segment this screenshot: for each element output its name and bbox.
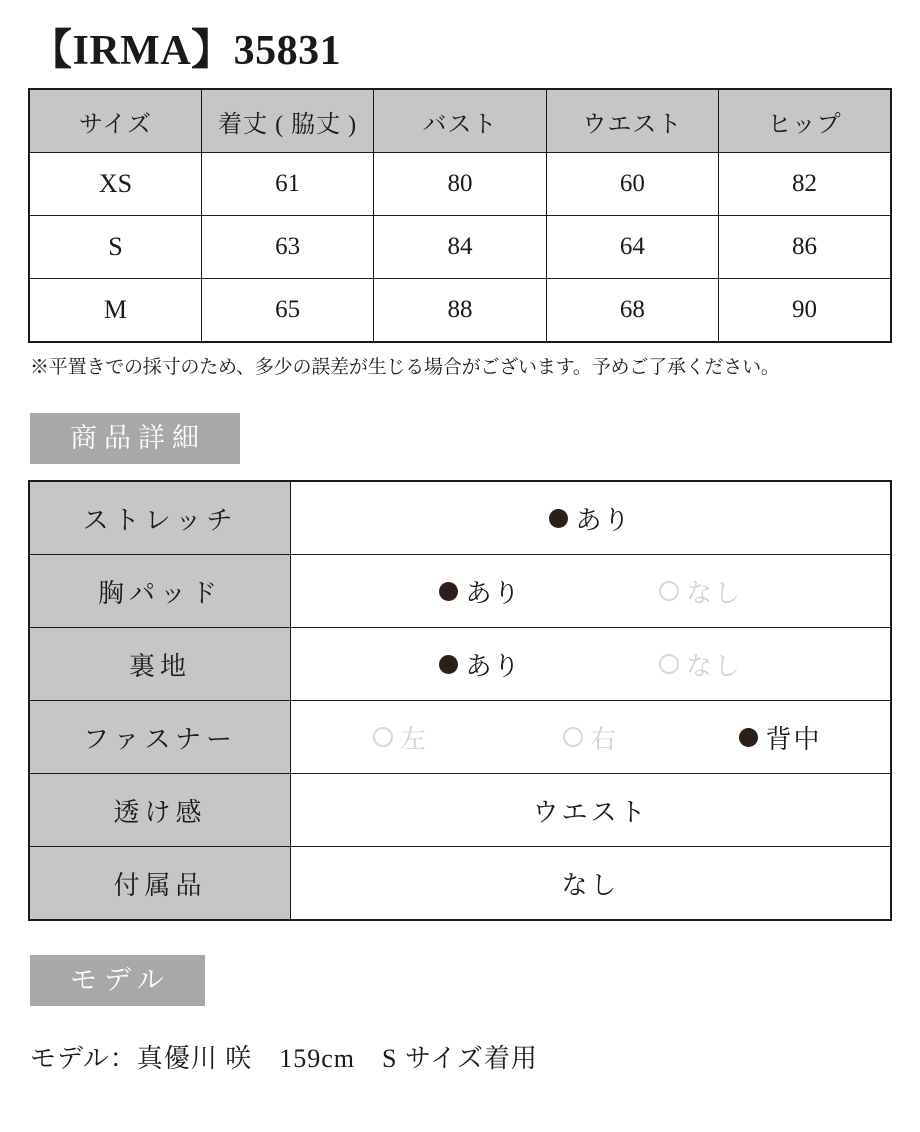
option-zipper-right	[496, 719, 686, 756]
detail-row-value	[291, 628, 892, 701]
option-lining-ari	[371, 646, 591, 683]
size-cell: 84	[374, 216, 546, 279]
option-label: あり	[465, 651, 522, 681]
detail-row-value	[291, 481, 892, 555]
radio-empty-icon	[373, 727, 393, 747]
size-table-header-cell: ヒップ	[719, 89, 891, 153]
detail-row-value	[291, 847, 892, 921]
model-info: モデル：真優川 咲 159cm S サイズ着用	[30, 1044, 538, 1074]
option-label: 右	[589, 724, 618, 754]
radio-filled-icon	[439, 655, 458, 674]
detail-row-label: ストレッチ	[29, 481, 291, 555]
size-cell: XS	[29, 153, 201, 216]
size-cell: S	[29, 216, 201, 279]
size-cell: 63	[201, 216, 373, 279]
size-cell: 82	[719, 153, 891, 216]
table-row	[29, 481, 891, 555]
option-group	[291, 719, 890, 756]
size-cell: 86	[719, 216, 891, 279]
option-group	[291, 500, 890, 537]
size-table-header-cell: バスト	[374, 89, 546, 153]
size-cell: 80	[374, 153, 546, 216]
option-pad-nashi	[591, 573, 811, 610]
table-row	[29, 847, 891, 921]
size-cell: 61	[201, 153, 373, 216]
radio-filled-icon	[439, 582, 458, 601]
product-spec-page	[0, 28, 920, 1132]
page-title: 【IRMA】35831	[30, 28, 342, 74]
size-cell: 68	[546, 279, 718, 343]
option-label: あり	[575, 505, 632, 535]
size-cell: 65	[201, 279, 373, 343]
size-cell: 60	[546, 153, 718, 216]
detail-row-label: 胸パッド	[29, 555, 291, 628]
option-label: なし	[685, 651, 742, 681]
option-group	[291, 573, 890, 610]
option-label: 左	[399, 724, 428, 754]
table-row	[29, 555, 891, 628]
option-label: あり	[465, 578, 522, 608]
size-cell: 64	[546, 216, 718, 279]
size-table-header-cell: サイズ	[29, 89, 201, 153]
option-zipper-left	[306, 719, 496, 756]
detail-table	[28, 480, 892, 921]
option-zipper-back	[686, 719, 876, 756]
section-heading-model: モデル	[30, 955, 205, 1006]
section-heading-detail: 商品詳細	[30, 413, 240, 464]
option-stretch-ari	[549, 500, 631, 537]
table-row	[29, 774, 891, 847]
option-label: なし	[685, 578, 742, 608]
size-table-header-row	[29, 89, 891, 153]
table-row	[29, 216, 891, 279]
radio-empty-icon	[659, 654, 679, 674]
size-cell: 88	[374, 279, 546, 343]
detail-row-value	[291, 774, 892, 847]
table-row	[29, 153, 891, 216]
size-cell: 90	[719, 279, 891, 343]
radio-empty-icon	[563, 727, 583, 747]
detail-row-label: 付属品	[29, 847, 291, 921]
detail-row-value	[291, 555, 892, 628]
detail-row-label: 裏地	[29, 628, 291, 701]
radio-filled-icon	[549, 509, 568, 528]
size-cell: M	[29, 279, 201, 343]
detail-row-label: ファスナー	[29, 701, 291, 774]
size-table-header-cell: 着丈 ( 脇丈 )	[201, 89, 373, 153]
detail-row-label: 透け感	[29, 774, 291, 847]
size-table	[28, 88, 892, 343]
accessory-value: なし	[561, 870, 620, 900]
option-lining-nashi	[591, 646, 811, 683]
option-group	[291, 646, 890, 683]
radio-empty-icon	[659, 581, 679, 601]
option-label: 背中	[765, 724, 822, 754]
radio-filled-icon	[739, 728, 758, 747]
table-row	[29, 701, 891, 774]
detail-row-value	[291, 701, 892, 774]
measurement-note: ※平置きでの採寸のため、多少の誤差が生じる場合がございます。予めご了承ください。	[30, 357, 780, 379]
table-row	[29, 628, 891, 701]
option-pad-ari	[371, 573, 591, 610]
sheerness-value: ウエスト	[532, 797, 649, 827]
size-table-header-cell: ウエスト	[546, 89, 718, 153]
table-row	[29, 279, 891, 343]
